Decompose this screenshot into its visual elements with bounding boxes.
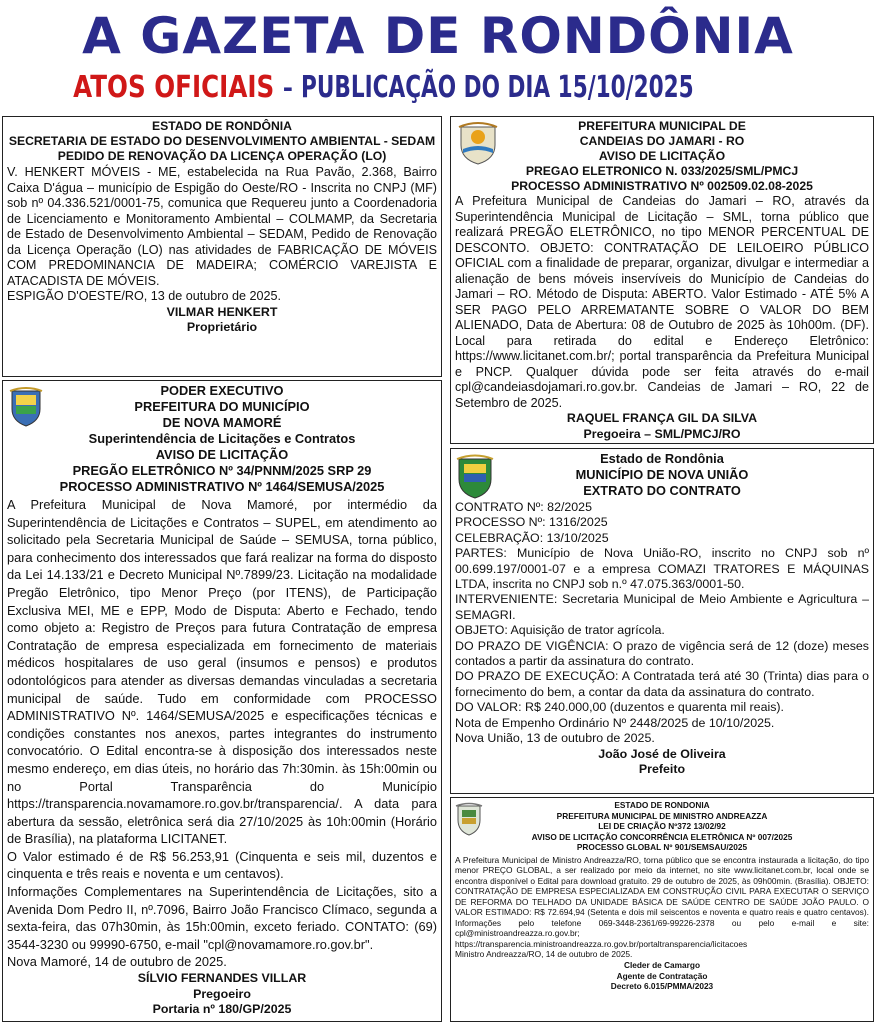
signature-reference: Portaria nº 180/GP/2025 [152, 1002, 292, 1017]
notice-heading: Estado de Rondônia [600, 451, 724, 466]
signature-role: Pregoeira – SML/PMCJ/RO [583, 426, 741, 441]
notice-heading: SECRETARIA DE ESTADO DO DESENVOLVIMENTO AMBIENTAL - SEDAM [8, 134, 436, 148]
signature-role: Agente de Contratação [616, 970, 708, 981]
signature-role: Prefeito [638, 762, 686, 776]
atos-oficiais-label: ATOS OFICIAIS [73, 70, 275, 105]
notice-paragraph: DO PRAZO DE EXECUÇÃO: A Contratada terá até 30 (Trinta) dias para o fornecimento do bem, a contar da data da assinatura do contrato. [455, 669, 869, 699]
notice-paragraph: INTERVENIENTE: Secretaria Municipal de Meio Ambiente e Agricultura – SEMAGRI. [455, 592, 869, 622]
signature-name: SÍLVIO FERNANDES VILLAR [137, 971, 307, 986]
notice-heading: ESTADO DE RONDÔNIA [152, 119, 292, 133]
notice-date: ESPIGÃO D'OESTE/RO, 13 de outubro de 2025. [7, 289, 282, 303]
notice-heading: PREFEITURA DO MUNICÍPIO [134, 399, 310, 414]
notice-paragraph: DO VALOR: R$ 240.000,00 (duzentos e quarenta mil reais). [455, 700, 784, 715]
newspaper-title: A GAZETA DE RONDÔNIA [82, 7, 794, 65]
notice-heading: AVISO DE LICITAÇÃO [155, 447, 289, 462]
notice-body [455, 500, 869, 747]
signature-name: VILMAR HENKERT [166, 304, 278, 319]
publication-date: PUBLICAÇÃO DO DIA 15/10/2025 [301, 70, 694, 105]
signature-name: Cleder de Camargo [623, 959, 701, 970]
notice-nova-uniao [450, 448, 874, 794]
notice-heading: EXTRATO DO CONTRATO [583, 483, 741, 498]
notice-body [7, 496, 437, 971]
notice-body [7, 165, 437, 305]
publication-line [0, 66, 876, 115]
process-number: PROCESSO Nº: 1316/2025 [455, 515, 608, 530]
notice-heading: MUNICÍPIO DE NOVA UNIÃO [575, 467, 749, 482]
notice-heading: PREGÃO ELETRÔNICO Nº 34/PNNM/2025 SRP 29 [72, 463, 372, 478]
masthead [0, 0, 876, 112]
coat-of-arms-icon [9, 387, 43, 427]
notice-paragraph: V. HENKERT MÓVEIS - ME, estabelecida na Rua Pavão, 2.368, Bairro Caixa D'água – município de Espigão do Oeste/RO - Inscrita no CNPJ (MF) sob nº 04.336.521/0001-75, comunica que Requereu junto a Coordenadoria de Licenciamento e Monitoramento Ambiental – COLMAMP, da Secretaria de Estado de Desenvolvimento Ambiental – SEDAM, Pedido de Renovação da Licença Operação (LO) nas atividades de FABRICAÇÃO DE MÓVEIS COM PREDOMINANCIA DE MADEIRA; COMÉRCIO VAREJISTA E ATACADISTA DE MÓVEIS. [7, 165, 437, 288]
notice-paragraph: Informações Complementares na Superintendência de Licitações, sito a Avenida Dom Pedro II, nº.7096, Bairro João Francisco Clímaco, segunda a sexta-feira, das 07h30min, às 15h:00min, exceto feriado. CONTATO: (69) 3544-3230 ou 99990-6750, e-mail "cpl@novamamore.ro.gov.br". [7, 884, 437, 952]
notice-nova-mamore [2, 380, 442, 1022]
signature-name: João José de Oliveira [598, 746, 726, 761]
notice-candeias-do-jamari [450, 116, 874, 444]
nova-uniao-crest-icon [455, 453, 495, 499]
notice-body [455, 194, 869, 411]
notice-paragraph: A Prefeitura Municipal de Ministro Andreazza/RO, torna público que se encontra instaurada a licitação, do tipo menor PREÇO GLOBAL, a ser realizado por meio da internet, no site www.licitanet.com.br, local onde se encontra disponível o Edital para download gratuito. 29 de outubro de 2025, às 09h00min. (Brasília). OBJETO: CONTRATAÇÃO DE EMPRESA ESPECIALIZADA EM CONSTRUÇÃO CIVIL PARA EXECUTAR O SERVIÇO DE REFORMA DO TELHADO DA UNIDADE BÁSICA DE SAÚDE CENTRO DE SAÚDE JOÃO PAULO. O VALOR ESTIMADO: R$ 72.694,94 (Setenta e dois mil seiscentos e noventa e quatro reais e quatro centavos). Informações pelo telefone 069-3448-2361/69-99226-2378 ou pelo e-mail e site: cpl@ministroandreazza.ro.gov.br; https://transparencia.ministroandreazza.ro.gov.br/portaltransparencia/licitacoes [455, 854, 869, 949]
notice-sedam [2, 116, 442, 377]
notice-body [455, 855, 869, 960]
notice-heading: PROCESSO ADMINISTRATIVO Nº 002509.02.08-2025 [511, 179, 813, 193]
contract-number: CONTRATO Nº: 82/2025 [455, 500, 592, 514]
signature-reference [455, 442, 869, 444]
celebration-date: CELEBRAÇÃO: 13/10/2025 [455, 530, 609, 545]
notice-heading: DE NOVA MAMORÉ [162, 415, 282, 430]
notice-paragraph: PARTES: Município de Nova União-RO, inscrito no CNPJ sob nº 00.699.197/0001-07 e a empresa COMAZI TRATORES E MÁQUINAS LTDA, inscrita no CNPJ sob n.º 47.075.363/0001-50. [455, 546, 869, 592]
notice-paragraph: DO PRAZO DE VIGÊNCIA: O prazo de vigência será de 12 (doze) meses contados a partir da assinatura do contrato. [455, 638, 869, 669]
notice-date: Nova Mamoré, 14 de outubro de 2025. [7, 954, 227, 970]
separator: - [274, 71, 302, 104]
notice-heading: PREFEITURA MUNICIPAL DE MINISTRO ANDREAZZA [556, 810, 768, 821]
notice-heading: PEDIDO DE RENOVAÇÃO DA LICENÇA OPERAÇÃO (LO) [57, 149, 387, 163]
notice-paragraph: Nota de Empenho Ordinário Nº 2448/2025 de 10/10/2025. [455, 715, 775, 730]
notice-paragraph: A Prefeitura Municipal de Nova Mamoré, por intermédio da Superintendência de Licitações e Contratos – SUPEL, em atendimento ao solicitado pela Secretaria Municipal de Saúde – SEMUSA, torna público, para conhecimento dos interessados que fará realizar na forma do disposto da Lei 14.133/21 e Decreto Municipal Nº.7899/23. Licitação na modalidade Pregão Eletrônico, tipo Menor Preço (por ITENS), de Participação Exclusiva MEI, ME e EPP, Modo de Disputa: Aberto e Fechado, tendo como objeto a: Registro de Preços para futura Contratação de empresa Contratação de empresa especializada em fornecimento de materiais médicos hospitalares de uso geral (insumos e pensos) e produtos odontológicos para atender as diversas demandas vinculadas a secretaria municipal de saúde. Tudo em conformidade com PROCESSO ADMINISTRATIVO Nº. 1464/SEMUSA/2025 e especificações técnicas e condições constantes nos anexos, partes integrantes do instrumento convocatório. O Edital encontra-se à disposição dos interessados neste mesmo endereço, em dias úteis, no horário das 7h:30min. às 15h:00min ou no Portal Transparência do Município https://transparencia.novamamore.ro.gov.br/transparencia/. A data para abertura da sessão, eletrônica será dia 27/10/2025 às 10h:00min (Horário de Brasília), na plataforma LICITANET. [7, 497, 437, 847]
notice-heading: LEI DE CRIAÇÃO Nº372 13/02/92 [598, 821, 726, 832]
notice-heading: AVISO DE LICITAÇÃO CONCORRÊNCIA ELETRÔNICA Nº 007/2025 [531, 831, 793, 842]
notice-heading: CANDEIAS DO JAMARI - RO [579, 134, 745, 148]
notice-paragraph: A Prefeitura Municipal de Candeias do Jamari – RO, através da Superintendência Municipal de Licitação – SML, torna público que realizará PREGÃO ELETRÔNICO, no tipo MENOR PERCENTUAL DE DESCONTO. OBJETO: CONTRATAÇÃO DE LEILOEIRO PÚBLICO OFICIAL com a finalidade de preparar, organizar, divulgar e intermediar a alienação de bens móveis inservíveis do Município de Candeias do Jamari – RO. Método de Disputa: ABERTO. Valor Estimado - ATÉ 5% A SER PAGO PELO ARREMATANTE SOBRE O VALOR DO BEM ALIENADO, Data de Abertura: 08 de Outubro de 2025 às 10h00m. (DF). Local para retirada do edital e Endereço Eletrônico: https://www.licitanet.com.br/; portal transparência da Prefeitura Municipal e PNCP. Qualquer dúvida pode ser feita através do e-mail cpl@candeiasdojamari.ro.gov.br. Candeias de Jamari – RO, 22 de Setembro de 2025. [455, 194, 869, 410]
notice-paragraph: O Valor estimado é de R$ 56.253,91 (Cinquenta e seis mil, duzentos e cinquenta e três reais e noventa e um centavos). [7, 848, 437, 882]
notice-paragraph: OBJETO: Aquisição de trator agrícola. [455, 623, 665, 638]
notice-ministro-andreazza [450, 797, 874, 1022]
notice-date: Ministro Andreazza/RO, 14 de outubro de 2025. [455, 949, 633, 960]
notice-heading: PODER EXECUTIVO [160, 383, 284, 398]
notice-heading: PROCESSO GLOBAL Nº 901/SEMSAU/2025 [576, 842, 748, 853]
notice-heading: PROCESSO ADMINISTRATIVO Nº 1464/SEMUSA/2025 [59, 479, 385, 494]
signature-role: Pregoeiro [193, 986, 251, 1001]
signature-reference: Decreto 6.015/PMMA/2023 [610, 981, 714, 992]
candeias-crest-icon [455, 119, 501, 165]
signature-name: RAQUEL FRANÇA GIL DA SILVA [566, 411, 758, 425]
notice-heading: Superintendência de Licitações e Contratos [88, 431, 356, 446]
notice-heading: ESTADO DE RONDONIA [614, 800, 710, 810]
notice-heading: AVISO DE LICITAÇÃO [598, 149, 726, 163]
notice-heading: PREFEITURA MUNICIPAL DE [578, 119, 746, 133]
ministro-andreazza-crest-icon [455, 802, 483, 836]
signature-role: Proprietário [186, 320, 258, 334]
notice-date: Nova União, 13 de outubro de 2025. [455, 731, 655, 746]
notice-heading: PREGAO ELETRONICO N. 033/2025/SML/PMCJ [525, 164, 799, 178]
